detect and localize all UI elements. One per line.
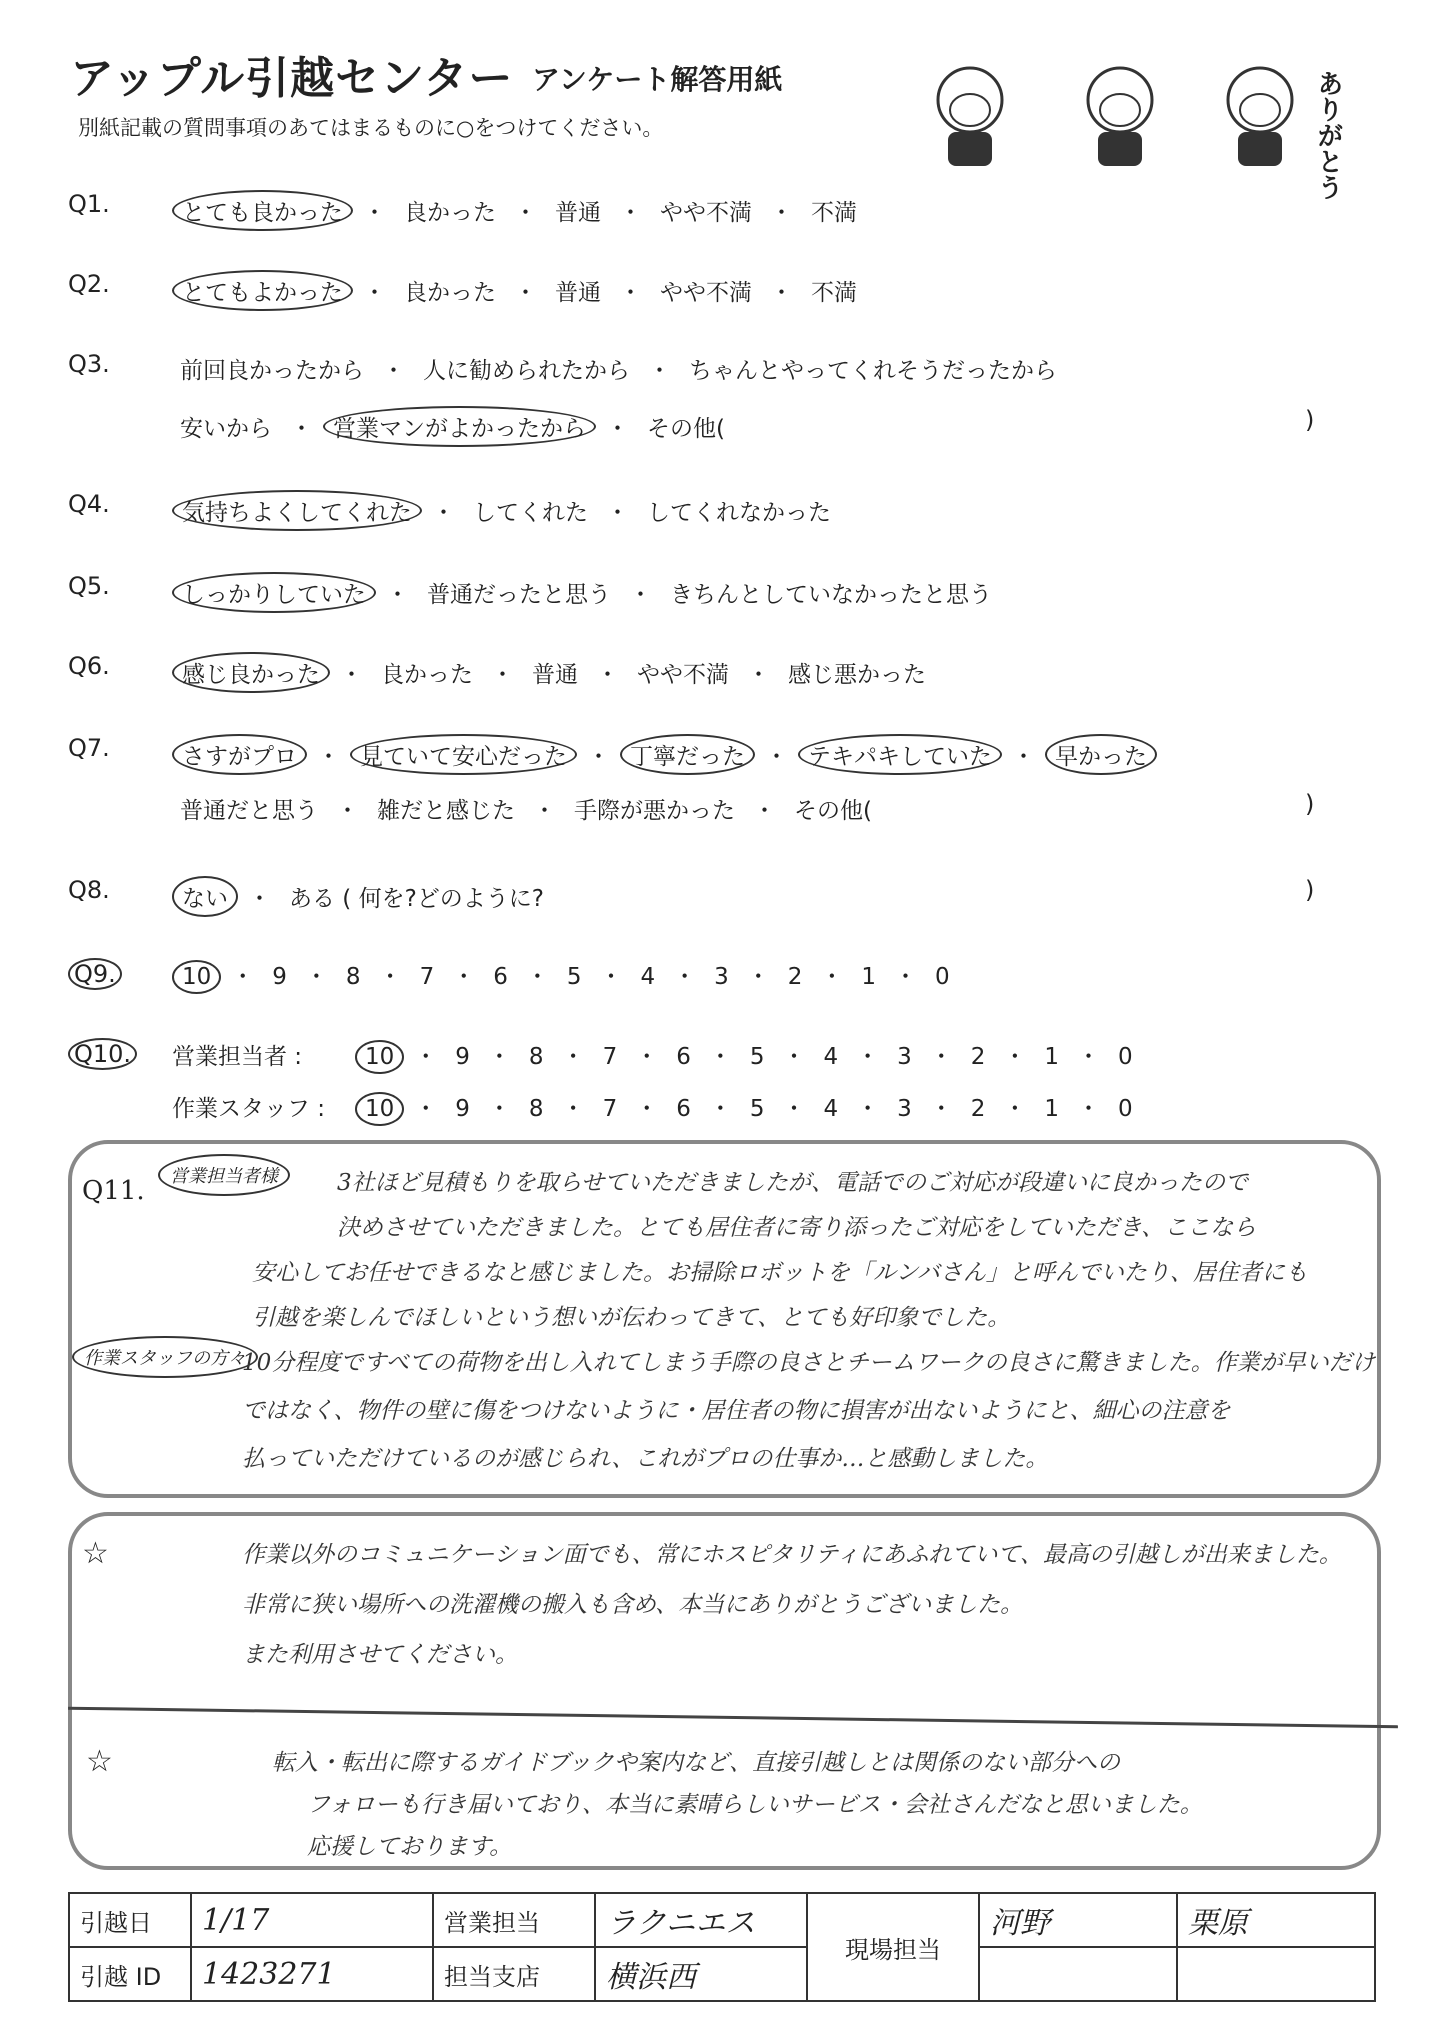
- separator-dot: ・: [708, 1096, 732, 1122]
- answer-option[interactable]: 普通: [532, 662, 578, 688]
- answer-option[interactable]: 9: [455, 1096, 470, 1122]
- move-id-label: 引越 ID: [69, 1947, 191, 2001]
- company-title: アップル引越センター: [70, 53, 514, 104]
- answer-option[interactable]: 感じ良かった: [172, 652, 330, 693]
- mascot-thanks-text: ありがとう: [1313, 70, 1343, 200]
- separator-dot: ・: [782, 1096, 806, 1122]
- answer-option[interactable]: ちゃんとやってくれそうだったから: [689, 358, 1057, 384]
- separator-dot: ・: [629, 582, 652, 608]
- answer-row: [172, 958, 958, 994]
- handwritten-line: 引越を楽しんでほしいという想いが伝わってきて、とても好印象でした。: [252, 1305, 1011, 1331]
- separator-dot: ・: [525, 964, 549, 990]
- answer-row: [172, 876, 552, 917]
- separator-dot: ・: [820, 964, 844, 990]
- separator-dot: ・: [514, 200, 537, 226]
- separator-dot: ・: [856, 1096, 880, 1122]
- answer-option[interactable]: しっかりしていた: [172, 572, 376, 613]
- answer-option[interactable]: 5: [566, 964, 582, 990]
- answer-option[interactable]: 5: [749, 1096, 765, 1122]
- answer-option[interactable]: 10: [355, 1092, 404, 1126]
- handwritten-line: ではなく、物件の壁に傷をつけないように・居住者の物に損害が出ないようにと、細心の注意を: [242, 1398, 1231, 1424]
- answer-option[interactable]: ない: [172, 876, 238, 917]
- separator-dot: ・: [487, 1044, 511, 1070]
- answer-option[interactable]: 4: [823, 1044, 839, 1070]
- answer-option[interactable]: 6: [676, 1096, 691, 1122]
- answer-option[interactable]: 営業マンがよかったから: [323, 406, 596, 447]
- question-label: Q6.: [68, 652, 110, 680]
- move-id-value: 1423271: [191, 1947, 433, 2001]
- branch-label: 担当支店: [433, 1947, 595, 2001]
- answer-option[interactable]: その他(: [794, 798, 872, 824]
- staff-tag: 作業スタッフの方々: [72, 1336, 258, 1378]
- separator-dot: ・: [765, 744, 788, 770]
- separator-dot: ・: [619, 280, 642, 306]
- answer-option[interactable]: 2: [970, 1044, 986, 1070]
- handwritten-line: 転入・転出に際するガイドブックや案内など、直接引越しとは関係のない部分への: [272, 1750, 1121, 1776]
- handwritten-line: 非常に狭い場所への洗濯機の搬入も含め、本当にありがとうございました。: [242, 1592, 1024, 1618]
- answer-option[interactable]: 丁寧だった: [620, 734, 755, 775]
- answer-option[interactable]: やや不満: [660, 280, 752, 306]
- separator-dot: ・: [648, 358, 671, 384]
- answer-option[interactable]: 手際が悪かった: [574, 798, 735, 824]
- separator-dot: ・: [290, 416, 313, 442]
- answer-option[interactable]: きちんとしていなかったと思う: [670, 582, 992, 608]
- separator-dot: ・: [599, 964, 623, 990]
- separator-dot: ・: [606, 416, 629, 442]
- separator-dot: ・: [452, 964, 476, 990]
- separator-dot: ・: [231, 964, 255, 990]
- separator-dot: ・: [929, 1044, 953, 1070]
- answer-option[interactable]: とてもよかった: [172, 270, 353, 311]
- answer-option[interactable]: 3: [714, 964, 729, 990]
- answer-option[interactable]: 9: [272, 964, 287, 990]
- separator-dot: ・: [746, 964, 770, 990]
- monkey-mascot-icon: [1070, 60, 1170, 170]
- answer-option[interactable]: テキパキしていた: [798, 734, 1002, 775]
- answer-option[interactable]: 3: [897, 1044, 912, 1070]
- separator-dot: ・: [378, 964, 402, 990]
- answer-row: [355, 1090, 1141, 1126]
- answer-option[interactable]: やや不満: [637, 662, 729, 688]
- separator-dot: ・: [414, 1096, 438, 1122]
- answer-row: [172, 652, 934, 693]
- answer-option[interactable]: 人に勧められたから: [423, 358, 630, 384]
- answer-row: [172, 490, 839, 531]
- close-paren: ): [1305, 406, 1315, 434]
- answer-option[interactable]: 早かった: [1045, 734, 1157, 775]
- move-info-table: [68, 1892, 1376, 2002]
- handwritten-line: 払っていただけているのが感じられ、これがプロの仕事か…と感動しました。: [242, 1446, 1049, 1472]
- separator-dot: ・: [432, 500, 455, 526]
- question-label: Q10.: [68, 1038, 137, 1070]
- separator-dot: ・: [561, 1096, 585, 1122]
- divider-line: [68, 1707, 1398, 1729]
- form-subtitle: アンケート解答用紙: [532, 63, 783, 96]
- separator-dot: ・: [770, 200, 793, 226]
- answer-row: [172, 406, 733, 447]
- answer-option[interactable]: 不満: [811, 280, 857, 306]
- monkey-mascot-icon: [1210, 60, 1310, 170]
- separator-dot: ・: [336, 798, 359, 824]
- rating-row-label: 作業スタッフ :: [172, 1096, 326, 1122]
- answer-row: [172, 350, 1065, 387]
- instruction-text: 別紙記載の質問事項のあてはまるものに○をつけてください。: [78, 116, 664, 140]
- separator-dot: ・: [1012, 744, 1035, 770]
- answer-option[interactable]: 0: [1118, 1096, 1133, 1122]
- separator-dot: ・: [770, 280, 793, 306]
- answer-option[interactable]: 1: [1044, 1096, 1060, 1122]
- answer-option[interactable]: 9: [455, 1044, 470, 1070]
- sales-value: ラクニエス: [595, 1893, 807, 1947]
- answer-option[interactable]: 3: [897, 1096, 912, 1122]
- answer-option[interactable]: 1: [861, 964, 877, 990]
- answer-option[interactable]: 普通: [555, 200, 601, 226]
- separator-dot: ・: [587, 744, 610, 770]
- separator-dot: ・: [1077, 1096, 1101, 1122]
- handwritten-line: 作業以外のコミュニケーション面でも、常にホスピタリティにあふれていて、最高の引越しが出来ました。: [242, 1542, 1342, 1568]
- empty-cell: [979, 1947, 1177, 2001]
- answer-option[interactable]: 8: [345, 964, 361, 990]
- separator-dot: ・: [386, 582, 409, 608]
- separator-dot: ・: [487, 1096, 511, 1122]
- answer-option[interactable]: 良かった: [404, 280, 496, 306]
- handwritten-line: また利用させてください。: [242, 1642, 518, 1668]
- answer-option[interactable]: 2: [970, 1096, 986, 1122]
- answer-option[interactable]: 1: [1044, 1044, 1060, 1070]
- question-label: Q5.: [68, 572, 110, 600]
- handwritten-line: 3社ほど見積もりを取らせていただきましたが、電話でのご対応が段違いに良かったので: [337, 1170, 1248, 1196]
- answer-option[interactable]: 10: [172, 960, 221, 994]
- answer-option[interactable]: 見ていて安心だった: [350, 734, 577, 775]
- question-label: Q4.: [68, 490, 110, 518]
- question-label: Q2.: [68, 270, 110, 298]
- q11-comment-box: [68, 1140, 1381, 1498]
- separator-dot: ・: [708, 1044, 732, 1070]
- separator-dot: ・: [635, 1096, 659, 1122]
- separator-dot: ・: [782, 1044, 806, 1070]
- separator-dot: ・: [1077, 1044, 1101, 1070]
- move-date-label: 引越日: [69, 1893, 191, 1947]
- separator-dot: ・: [514, 280, 537, 306]
- monkey-mascot-icon: [920, 60, 1020, 170]
- answer-option[interactable]: 普通: [555, 280, 601, 306]
- separator-dot: ・: [340, 662, 363, 688]
- separator-dot: ・: [382, 358, 405, 384]
- answer-row: [172, 190, 865, 231]
- separator-dot: ・: [1003, 1096, 1027, 1122]
- answer-option[interactable]: 7: [602, 1096, 618, 1122]
- move-date-value: 1/17: [191, 1893, 433, 1947]
- extra-comment-box: [68, 1512, 1381, 1870]
- answer-option[interactable]: 8: [528, 1044, 544, 1070]
- separator-dot: ・: [929, 1096, 953, 1122]
- star-icon: ☆: [86, 1744, 113, 1779]
- separator-dot: ・: [561, 1044, 585, 1070]
- question-label: Q9.: [68, 958, 122, 990]
- site-label: 現場担当: [807, 1893, 979, 2001]
- handwritten-line: 10分程度ですべての荷物を出し入れてしまう手際の良さとチームワークの良さに驚きました。作業が早いだけ: [242, 1350, 1375, 1376]
- separator-dot: ・: [894, 964, 918, 990]
- answer-option[interactable]: 4: [823, 1096, 839, 1122]
- answer-option[interactable]: 2: [787, 964, 803, 990]
- answer-option[interactable]: 感じ悪かった: [788, 662, 926, 688]
- answer-option[interactable]: 前回良かったから: [180, 358, 364, 384]
- separator-dot: ・: [606, 500, 629, 526]
- answer-option[interactable]: 6: [676, 1044, 691, 1070]
- question-label: Q7.: [68, 734, 110, 762]
- answer-option[interactable]: 0: [935, 964, 950, 990]
- answer-option[interactable]: 0: [1118, 1044, 1133, 1070]
- question-label: Q8.: [68, 876, 110, 904]
- separator-dot: ・: [491, 662, 514, 688]
- separator-dot: ・: [363, 280, 386, 306]
- answer-row: [172, 572, 1000, 613]
- answer-option[interactable]: 気持ちよくしてくれた: [172, 490, 422, 531]
- answer-option[interactable]: してくれた: [473, 500, 588, 526]
- handwritten-line: 決めさせていただきました。とても居住者に寄り添ったご対応をしていただき、ここなら: [337, 1215, 1257, 1241]
- answer-option[interactable]: 7: [419, 964, 435, 990]
- answer-option[interactable]: 4: [640, 964, 656, 990]
- close-paren: ): [1305, 790, 1315, 818]
- answer-row: [172, 790, 880, 827]
- answer-option[interactable]: 普通だったと思う: [427, 582, 611, 608]
- answer-option[interactable]: 8: [528, 1096, 544, 1122]
- sales-tag: 営業担当者様: [158, 1154, 290, 1196]
- separator-dot: ・: [304, 964, 328, 990]
- separator-dot: ・: [856, 1044, 880, 1070]
- answer-option[interactable]: 7: [602, 1044, 618, 1070]
- answer-row: [355, 1038, 1141, 1074]
- close-paren: ): [1305, 876, 1315, 904]
- empty-cell: [1177, 1947, 1375, 2001]
- site-staff-2: 栗原: [1177, 1893, 1375, 1947]
- star-icon: ☆: [82, 1536, 109, 1571]
- answer-option[interactable]: 10: [355, 1040, 404, 1074]
- answer-option[interactable]: 普通だと思う: [180, 798, 318, 824]
- answer-option[interactable]: 安いから: [180, 416, 272, 442]
- answer-option[interactable]: してくれなかった: [647, 500, 831, 526]
- separator-dot: ・: [596, 662, 619, 688]
- answer-option[interactable]: 5: [749, 1044, 765, 1070]
- answer-option[interactable]: 不満: [811, 200, 857, 226]
- separator-dot: ・: [248, 886, 271, 912]
- answer-option[interactable]: とても良かった: [172, 190, 353, 231]
- separator-dot: ・: [747, 662, 770, 688]
- separator-dot: ・: [533, 798, 556, 824]
- sales-label: 営業担当: [433, 1893, 595, 1947]
- separator-dot: ・: [1003, 1044, 1027, 1070]
- separator-dot: ・: [414, 1044, 438, 1070]
- answer-option[interactable]: ある ( 何を?どのように?: [289, 886, 545, 912]
- answer-row: [172, 270, 865, 311]
- answer-option[interactable]: さすがプロ: [172, 734, 307, 775]
- separator-dot: ・: [317, 744, 340, 770]
- answer-option[interactable]: 雑だと感じた: [377, 798, 515, 824]
- handwritten-line: 安心してお任せできるなと感じました。お掃除ロボットを「ルンバさん」と呼んでいたり、居住者にも: [252, 1260, 1308, 1286]
- separator-dot: ・: [673, 964, 697, 990]
- answer-row: [172, 734, 1157, 775]
- site-staff-1: 河野: [979, 1893, 1177, 1947]
- answer-option[interactable]: やや不満: [660, 200, 752, 226]
- q11-label: Q11.: [82, 1176, 145, 1206]
- rating-row-label: 営業担当者 :: [172, 1044, 303, 1070]
- separator-dot: ・: [619, 200, 642, 226]
- separator-dot: ・: [363, 200, 386, 226]
- handwritten-line: フォローも行き届いており、本当に素晴らしいサービス・会社さんだなと思いました。: [307, 1792, 1203, 1818]
- separator-dot: ・: [753, 798, 776, 824]
- question-label: Q1.: [68, 190, 110, 218]
- question-label: Q3.: [68, 350, 110, 378]
- handwritten-line: 応援しております。: [307, 1834, 513, 1860]
- answer-option[interactable]: 良かった: [381, 662, 473, 688]
- answer-option[interactable]: その他(: [647, 416, 725, 442]
- separator-dot: ・: [635, 1044, 659, 1070]
- answer-option[interactable]: 良かった: [404, 200, 496, 226]
- branch-value: 横浜西: [595, 1947, 807, 2001]
- answer-option[interactable]: 6: [493, 964, 508, 990]
